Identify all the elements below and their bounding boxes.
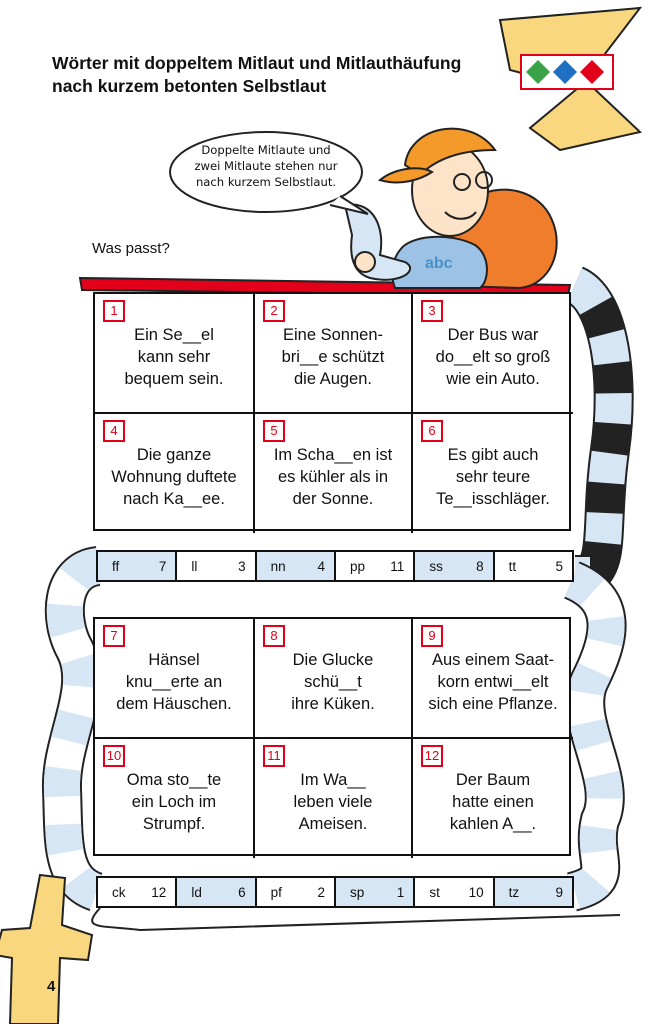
answer-segment: [415, 878, 494, 906]
exercise-number: 9: [421, 625, 443, 647]
answer-letters: pf: [270, 884, 282, 900]
exercise-grid-2: [93, 617, 571, 856]
title-line-1: Wörter mit doppeltem Mitlaut und Mitlauthäufung: [52, 53, 462, 73]
exercise-cell: [95, 619, 255, 739]
text-line: Wohnung duftete: [111, 468, 237, 486]
answer-segment: [336, 552, 415, 580]
text-line: bri__e schützt: [281, 348, 385, 366]
text-line: schü__t: [304, 673, 362, 691]
text-line: Ameisen.: [298, 815, 368, 833]
text-line: Aus einem Saat-: [432, 651, 554, 669]
answer-number: 3: [238, 558, 246, 574]
exercise-text: [95, 444, 253, 510]
answer-segment: [257, 878, 336, 906]
exercise-cell: [95, 294, 255, 414]
exercise-number: 6: [421, 420, 443, 442]
exercise-cell: [413, 294, 573, 414]
text-line: Im Wa__: [300, 771, 366, 789]
exercise-cell: [255, 739, 413, 858]
text-line: leben viele: [293, 793, 373, 811]
exercise-text: [255, 769, 411, 835]
exercise-text: [413, 649, 573, 715]
exercise-number: 4: [103, 420, 125, 442]
exercise-cell: [255, 619, 413, 739]
answer-letters: ss: [429, 558, 443, 574]
text-line: kahlen A__.: [449, 815, 537, 833]
text-line: wie ein Auto.: [446, 370, 540, 388]
answer-segment: [177, 552, 256, 580]
answer-letters: ll: [191, 558, 198, 574]
exercise-grid-1: [93, 292, 571, 531]
exercise-cell: [95, 739, 255, 858]
answer-number: 1: [396, 884, 405, 900]
text-line: Die Glucke: [292, 651, 374, 669]
exercise-text: [413, 769, 573, 835]
answer-letters: tt: [508, 558, 517, 574]
answer-number: 7: [158, 558, 167, 574]
exercise-number: 2: [263, 300, 285, 322]
answer-number: 8: [476, 558, 484, 574]
text-line: nach Ka__ee.: [123, 490, 225, 508]
boy-hand: [355, 252, 375, 272]
exercise-text: [255, 324, 411, 390]
answer-letters: st: [429, 884, 440, 900]
answer-segment: [98, 552, 177, 580]
answer-segment: [177, 878, 256, 906]
answer-strip-2: [96, 876, 574, 908]
answer-segment: [257, 552, 336, 580]
answer-segment: [98, 878, 177, 906]
answer-segment: [495, 878, 572, 906]
answer-segment: [336, 878, 415, 906]
speech-line-3: nach kurzem Selbstlaut.: [195, 175, 337, 189]
exercise-number: 8: [263, 625, 285, 647]
text-line: Es gibt auch: [447, 446, 539, 464]
shirt-text: abc: [425, 255, 453, 272]
text-line: der Sonne.: [292, 490, 374, 508]
answer-letters: ld: [191, 884, 202, 900]
answer-number: 12: [151, 884, 167, 900]
answer-number: 11: [390, 558, 405, 574]
answer-number: 2: [317, 884, 325, 900]
page-title: [52, 52, 502, 98]
exercise-cell: [413, 619, 573, 739]
exercise-number: 5: [263, 420, 285, 442]
text-line: die Augen.: [294, 370, 372, 388]
text-line: Hänsel: [148, 651, 200, 669]
answer-letters: ff: [112, 558, 120, 574]
exercise-number: 1: [103, 300, 125, 322]
answer-number: 4: [317, 558, 325, 574]
text-line: ihre Küken.: [291, 695, 375, 713]
answer-letters: ck: [112, 884, 126, 900]
text-line: Der Bus war: [447, 326, 539, 344]
logo-icon: [522, 56, 612, 88]
exercise-text: [95, 769, 253, 835]
text-line: sehr teure: [455, 468, 531, 486]
answer-number: 10: [468, 884, 484, 900]
exercise-cell: [255, 294, 413, 414]
answer-segment: [415, 552, 494, 580]
answer-number: 9: [555, 884, 563, 900]
exercise-number: 12: [421, 745, 443, 767]
exercise-text: [413, 324, 573, 390]
text-line: bequem sein.: [124, 370, 224, 388]
text-line: Te__isschläger.: [436, 490, 550, 508]
exercise-text: [255, 649, 411, 715]
text-line: es kühler als in: [277, 468, 389, 486]
text-line: ein Loch im: [131, 793, 217, 811]
exercise-cell: [95, 414, 255, 533]
answer-number: 5: [555, 558, 563, 574]
title-line-2: nach kurzem betonten Selbstlaut: [52, 76, 327, 96]
answer-strip-1: [96, 550, 574, 582]
text-line: Der Baum: [455, 771, 531, 789]
question-label: Was passt?: [92, 240, 170, 257]
scroll-band: [345, 204, 410, 279]
text-line: kann sehr: [137, 348, 211, 366]
text-line: sich eine Pflanze.: [428, 695, 558, 713]
text-line: do__elt so groß: [435, 348, 551, 366]
exercise-number: 10: [103, 745, 125, 767]
exercise-number: 7: [103, 625, 125, 647]
text-line: korn entwi__elt: [437, 673, 549, 691]
exercise-number: 3: [421, 300, 443, 322]
speech-bubble: [180, 142, 352, 190]
answer-letters: sp: [349, 884, 365, 900]
text-line: dem Häuschen.: [116, 695, 232, 713]
answer-number: 6: [238, 884, 246, 900]
text-line: Strumpf.: [142, 815, 206, 833]
text-line: knu__erte an: [125, 673, 223, 691]
answer-letters: pp: [349, 558, 366, 574]
speech-line-1: Doppelte Mitlaute und: [201, 143, 331, 157]
text-line: Eine Sonnen-: [283, 326, 383, 344]
text-line: Im Scha__en ist: [273, 446, 393, 464]
exercise-cell: [255, 414, 413, 533]
exercise-text: [255, 444, 411, 510]
page-number: 4: [47, 978, 56, 995]
text-line: hatte einen: [452, 793, 534, 811]
exercise-cell: [413, 414, 573, 533]
exercise-number: 11: [263, 745, 285, 767]
speech-line-2: zwei Mitlaute stehen nur: [194, 159, 338, 173]
exercise-text: [413, 444, 573, 510]
answer-letters: nn: [270, 558, 286, 574]
text-line: Oma sto__te: [126, 771, 222, 789]
exercise-cell: [413, 739, 573, 858]
exercise-text: [95, 649, 253, 715]
exercise-text: [95, 324, 253, 390]
publisher-logo: [520, 54, 614, 90]
answer-letters: tz: [508, 884, 520, 900]
text-line: Die ganze: [136, 446, 212, 464]
text-line: Ein Se__el: [134, 326, 214, 344]
answer-segment: [495, 552, 572, 580]
